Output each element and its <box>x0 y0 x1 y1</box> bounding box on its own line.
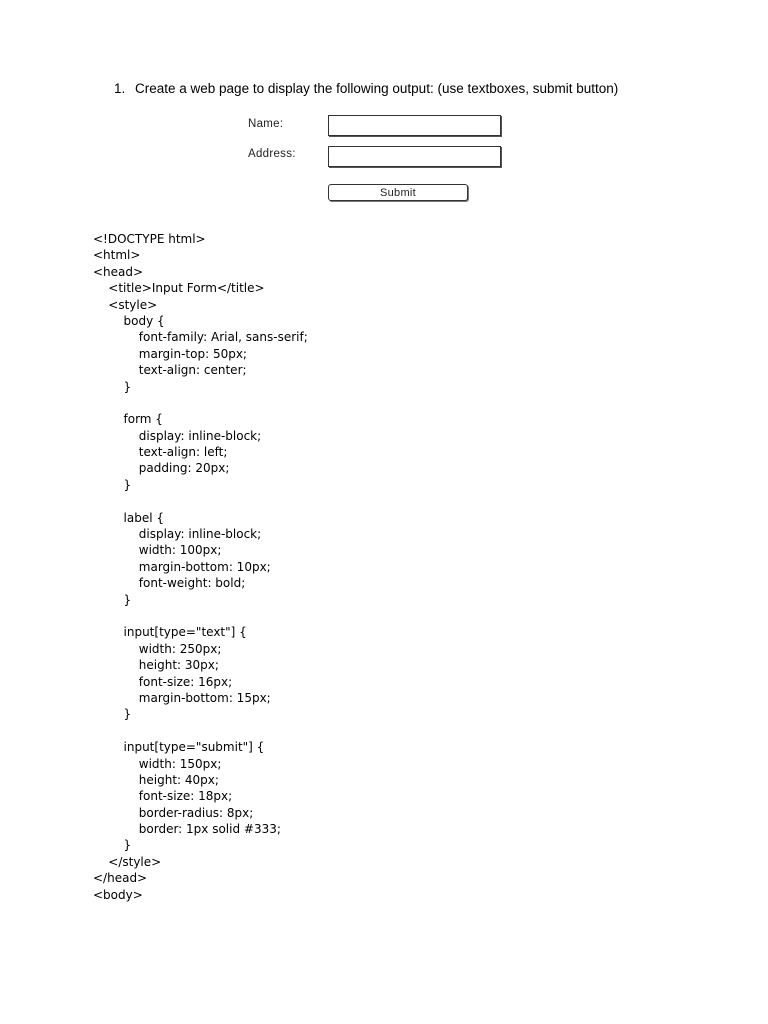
name-textbox[interactable] <box>328 115 501 136</box>
code-line: <html> <box>93 248 141 263</box>
code-line: } <box>93 707 132 722</box>
code-line: border: 1px solid #333; <box>93 822 281 837</box>
question-text: Create a web page to display the following output: (use textboxes, submit button) <box>135 81 619 96</box>
code-line: <title>Input Form</title> <box>93 281 265 296</box>
code-line: } <box>93 838 132 853</box>
code-line: } <box>93 379 132 394</box>
code-line: display: inline-block; <box>93 527 262 542</box>
code-line: font-size: 16px; <box>93 674 233 689</box>
code-line: </head> <box>93 871 148 886</box>
code-line: margin-bottom: 15px; <box>93 690 271 705</box>
question-number: 1. <box>114 81 126 96</box>
address-textbox[interactable] <box>328 146 501 167</box>
code-line: <!DOCTYPE html> <box>93 232 206 246</box>
sample-output-form <box>0 0 768 220</box>
code-line: input[type="text"] { <box>93 625 247 640</box>
code-line: margin-top: 50px; <box>93 346 247 361</box>
code-line: <body> <box>93 887 143 902</box>
code-line: <head> <box>93 264 144 279</box>
code-line: font-size: 18px; <box>93 789 233 804</box>
address-label: Address: <box>248 148 296 160</box>
html-code-block <box>93 231 308 903</box>
code-line: text-align: left; <box>93 445 228 460</box>
code-line <box>93 395 308 411</box>
code-line: <style> <box>93 297 158 312</box>
code-line: } <box>93 477 132 492</box>
submit-button[interactable]: Submit <box>328 184 468 201</box>
code-line: </style> <box>93 854 162 869</box>
code-line: display: inline-block; <box>93 428 262 443</box>
code-line: height: 30px; <box>93 658 219 673</box>
code-line: } <box>93 592 132 607</box>
code-line: form { <box>93 412 163 427</box>
code-line: text-align: center; <box>93 363 247 378</box>
code-line: margin-bottom: 10px; <box>93 559 271 574</box>
code-line: label { <box>93 510 164 525</box>
code-line: body { <box>93 313 165 328</box>
code-line: height: 40px; <box>93 772 219 787</box>
code-line <box>93 608 308 624</box>
code-line <box>93 493 308 509</box>
name-label: Name: <box>248 118 284 130</box>
code-line: border-radius: 8px; <box>93 805 254 820</box>
code-line: width: 100px; <box>93 543 222 558</box>
code-line: font-weight: bold; <box>93 576 246 591</box>
code-line: width: 150px; <box>93 756 222 771</box>
code-line: width: 250px; <box>93 641 222 656</box>
code-line <box>93 723 308 739</box>
code-line: padding: 20px; <box>93 461 230 476</box>
code-line: font-family: Arial, sans-serif; <box>93 330 308 345</box>
code-line: input[type="submit"] { <box>93 740 265 755</box>
